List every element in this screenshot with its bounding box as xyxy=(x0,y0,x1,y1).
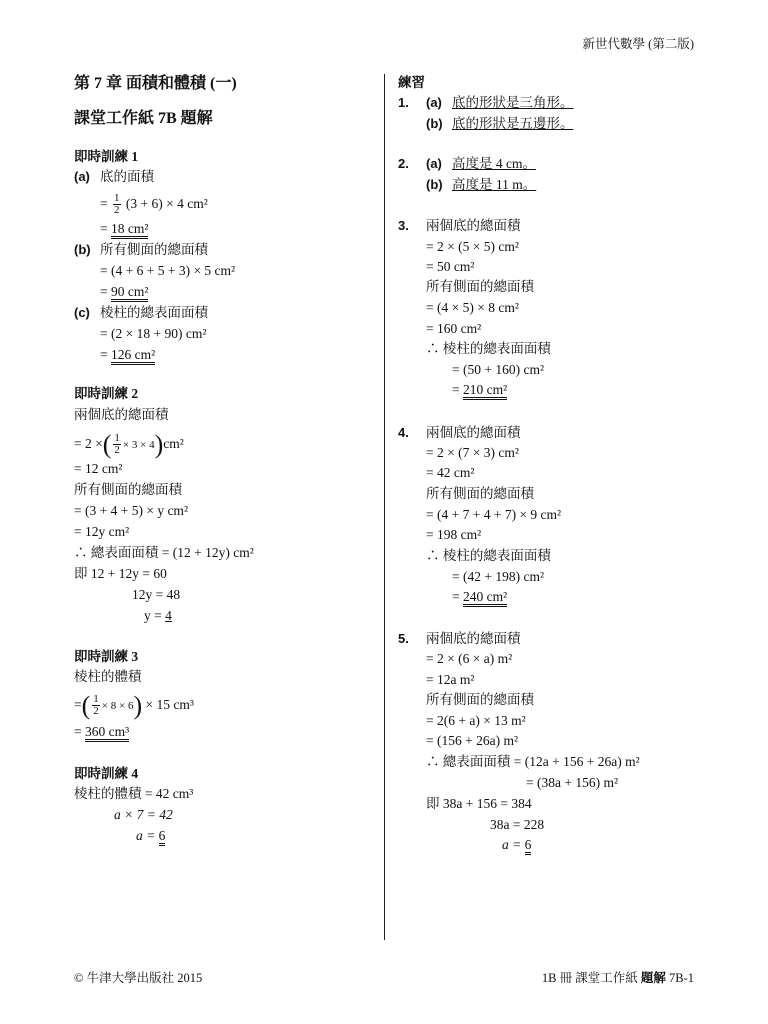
q4-line8: = (42 + 198) cm² xyxy=(452,569,545,584)
q1-b-answer: 底的形狀是五邊形。 xyxy=(452,116,574,131)
q3-line7: ∴ 棱柱的總表面面積 xyxy=(426,341,551,356)
t2-line4: 所有側面的總面積 xyxy=(74,482,182,497)
t3-heading: 即時訓練 3 xyxy=(74,649,139,664)
worksheet-title: 課堂工作紙 7B 題解 xyxy=(74,110,213,127)
t3-line2: =( $\frac{1}{2}$ × 8 × 6) × 15 cm³ xyxy=(74,690,194,720)
column-divider xyxy=(384,74,385,940)
q2-b-label: (b) xyxy=(426,177,443,192)
q3-answer: 210 cm² xyxy=(463,382,507,400)
fraction-half: $\frac{1}{2}$ xyxy=(114,192,120,217)
chapter-title: 第 7 章 面積和體積 (一) xyxy=(74,75,237,92)
t4-answer: 6 xyxy=(159,828,166,846)
t1-b-answer: 90 cm² xyxy=(111,284,148,302)
t1-c-line2: = 126 cm² xyxy=(100,346,155,364)
q5-line2: = 2 × (6 × a) m² xyxy=(426,651,513,666)
t4-line3: a = 6 xyxy=(136,827,165,845)
t1-a-text: 底的面積 xyxy=(100,169,154,184)
footer-page-label: 1B 冊 課堂工作紙 題解 7B-1 xyxy=(541,971,694,985)
t2-line2: = 2 ×( $\frac{1}{2}$ × 3 × 4)cm² xyxy=(74,429,184,459)
t1-b-line1: = (4 + 6 + 5 + 3) × 5 cm² xyxy=(100,263,236,278)
t4-line2: a × 7 = 42 xyxy=(114,807,173,822)
q4-number: 4. xyxy=(398,425,409,440)
q3-line8: = (50 + 160) cm² xyxy=(452,362,545,377)
q4-line6: = 198 cm² xyxy=(426,527,482,542)
t1-c-label: (c) xyxy=(74,305,90,320)
t2-line3: = 12 cm² xyxy=(74,461,123,476)
footer-copyright: © 牛津大學出版社 2015 xyxy=(74,971,203,985)
q1-b-label: (b) xyxy=(426,116,443,131)
t1-c-answer: 126 cm² xyxy=(111,347,155,365)
q3-line2: = 2 × (5 × 5) cm² xyxy=(426,239,519,254)
q2-number: 2. xyxy=(398,156,409,171)
q4-line3: = 42 cm² xyxy=(426,465,475,480)
t2-line5: = (3 + 4 + 5) × y cm² xyxy=(74,503,188,518)
q5-line3: = 12a m² xyxy=(426,672,475,687)
q3-line1: 兩個底的總面積 xyxy=(426,218,521,233)
t1-b-text: 所有側面的總面積 xyxy=(100,242,208,257)
exercise-heading: 練習 xyxy=(398,75,425,90)
q1-a-answer: 底的形狀是三角形。 xyxy=(452,95,574,110)
q2-b-answer: 高度是 11 m。 xyxy=(452,177,537,192)
q5-number: 5. xyxy=(398,631,409,646)
q4-line1: 兩個底的總面積 xyxy=(426,425,521,440)
t2-heading: 即時訓練 2 xyxy=(74,386,139,401)
t2-line9: 12y = 48 xyxy=(132,587,181,602)
page-header: 新世代數學 (第二版) xyxy=(582,37,694,51)
t2-line6: = 12y cm² xyxy=(74,524,130,539)
q1-a-label: (a) xyxy=(426,95,442,110)
t1-a-label: (a) xyxy=(74,169,90,184)
t3-answer: 360 cm³ xyxy=(85,724,129,742)
q3-line9: = 210 cm² xyxy=(452,381,507,399)
q3-line4: 所有側面的總面積 xyxy=(426,279,534,294)
t1-a-line2: = 18 cm² xyxy=(100,220,148,238)
q5-line9: 即 38a + 156 = 384 xyxy=(426,796,532,811)
q4-line9: = 240 cm² xyxy=(452,588,507,606)
q5-line8: = (38a + 156) m² xyxy=(526,775,619,790)
q5-line6: = (156 + 26a) m² xyxy=(426,733,519,748)
t2-answer: 4 xyxy=(165,608,172,623)
t2-line1: 兩個底的總面積 xyxy=(74,407,169,422)
q4-answer: 240 cm² xyxy=(463,589,507,607)
q5-line1: 兩個底的總面積 xyxy=(426,631,521,646)
q5-line5: = 2(6 + a) × 13 m² xyxy=(426,713,526,728)
q3-line3: = 50 cm² xyxy=(426,259,475,274)
q4-line5: = (4 + 7 + 4 + 7) × 9 cm² xyxy=(426,507,562,522)
q5-line7: ∴ 總表面面積 = (12a + 156 + 26a) m² xyxy=(426,754,640,769)
t1-a-line1: = $\frac{1}{2}$ (3 + 6) × 4 cm² xyxy=(100,192,208,217)
t1-a-answer: 18 cm² xyxy=(111,221,148,239)
t1-heading: 即時訓練 1 xyxy=(74,149,139,164)
q4-line4: 所有側面的總面積 xyxy=(426,486,534,501)
q5-line4: 所有側面的總面積 xyxy=(426,692,534,707)
q3-line6: = 160 cm² xyxy=(426,321,482,336)
t1-b-line2: = 90 cm² xyxy=(100,283,148,301)
t3-line3: = 360 cm³ xyxy=(74,723,129,741)
t4-line1: 棱柱的體積 = 42 cm³ xyxy=(74,786,194,801)
t2-line7: ∴ 總表面面積 = (12 + 12y) cm² xyxy=(74,545,254,560)
q5-answer: 6 xyxy=(525,837,532,855)
q5-line11: a = 6 xyxy=(502,836,531,854)
q1-number: 1. xyxy=(398,95,409,110)
t2-line8: 即 12 + 12y = 60 xyxy=(74,566,167,581)
t1-b-label: (b) xyxy=(74,242,91,257)
t1-c-line1: = (2 × 18 + 90) cm² xyxy=(100,326,207,341)
q4-line7: ∴ 棱柱的總表面面積 xyxy=(426,548,551,563)
q2-a-label: (a) xyxy=(426,156,442,171)
t3-line1: 棱柱的體積 xyxy=(74,669,142,684)
q2-a-answer: 高度是 4 cm。 xyxy=(452,156,536,171)
q3-line5: = (4 × 5) × 8 cm² xyxy=(426,300,519,315)
q4-line2: = 2 × (7 × 3) cm² xyxy=(426,445,519,460)
t2-line10: y = 4 xyxy=(144,608,172,623)
q3-number: 3. xyxy=(398,218,409,233)
q5-line10: 38a = 228 xyxy=(490,817,545,832)
t4-heading: 即時訓練 4 xyxy=(74,766,139,781)
t1-c-text: 棱柱的總表面面積 xyxy=(100,305,208,320)
